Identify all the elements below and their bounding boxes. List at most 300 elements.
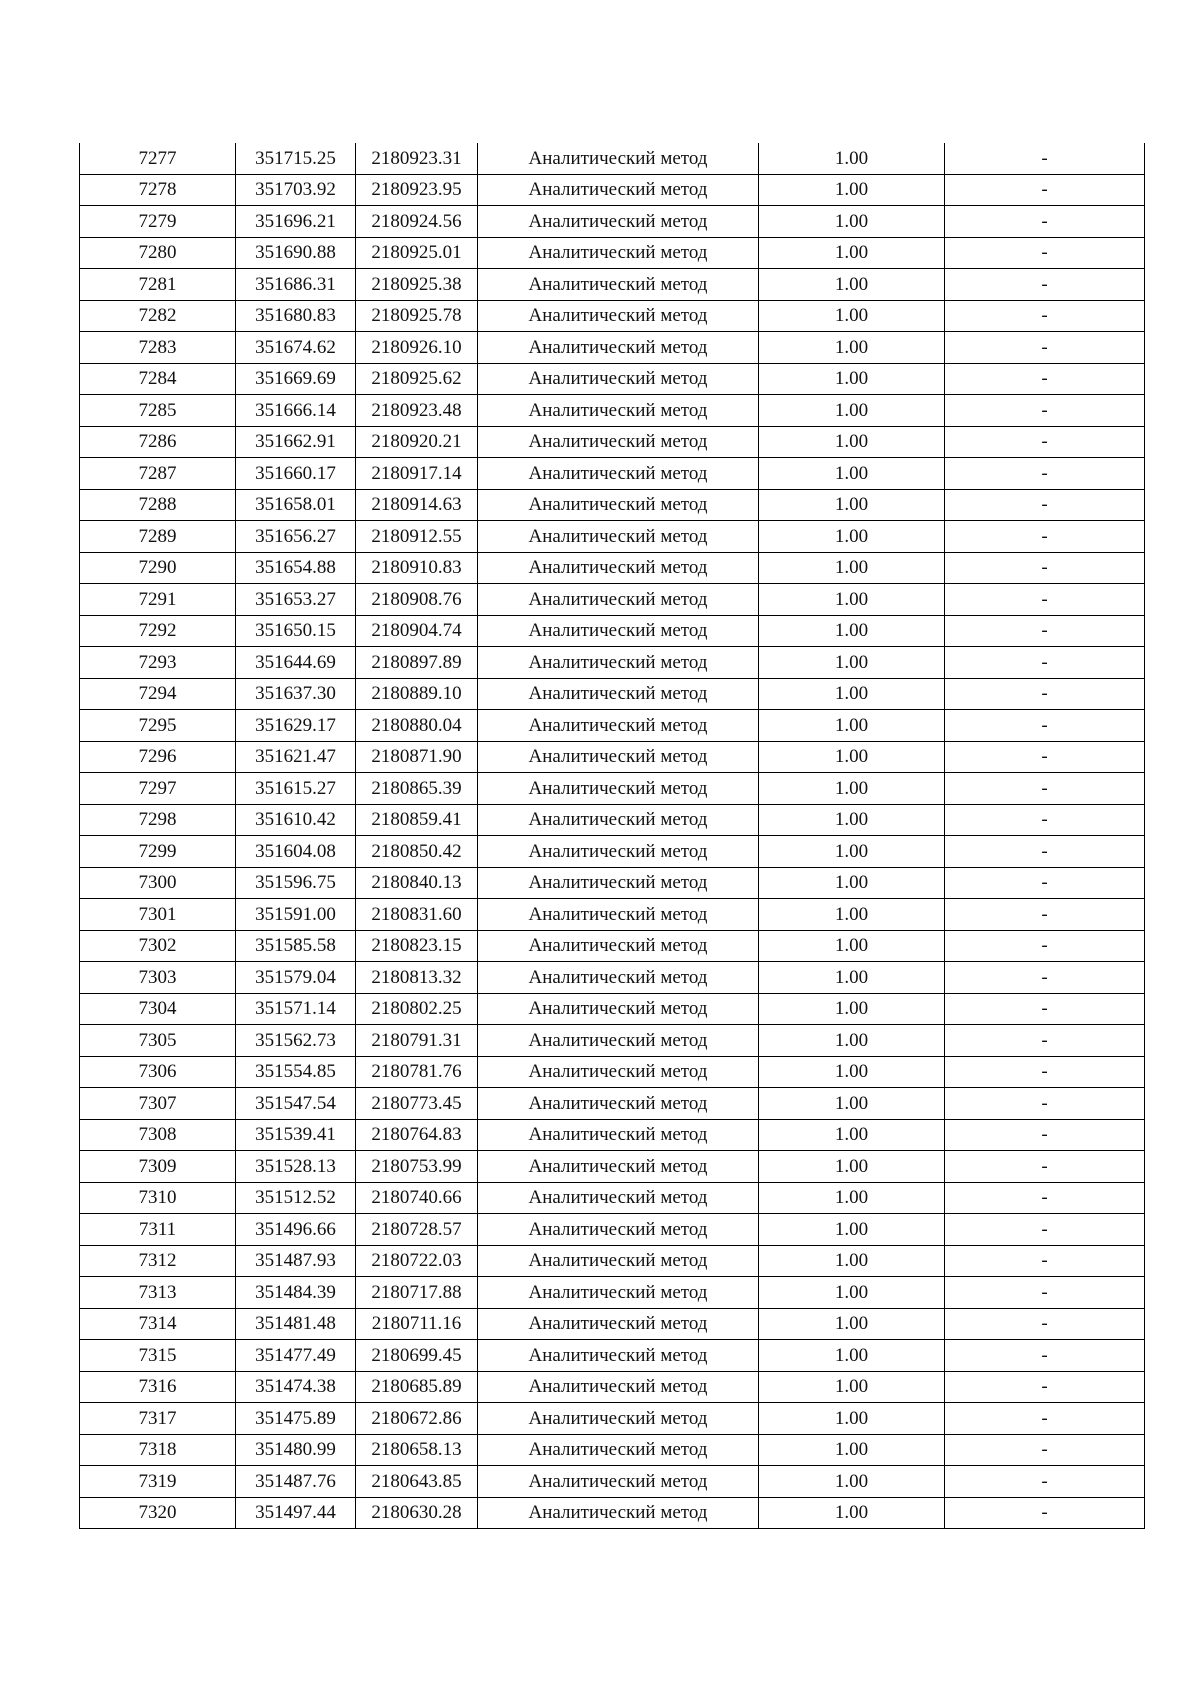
- table-row: [80, 1088, 1145, 1120]
- table-row: [80, 993, 1145, 1025]
- table-row: [80, 363, 1145, 395]
- table-row: [80, 269, 1145, 301]
- y-coordinate-cell: 2180699.45: [356, 1340, 478, 1372]
- table-row: [80, 1434, 1145, 1466]
- accuracy-cell: 1.00: [759, 552, 945, 584]
- accuracy-cell: 1.00: [759, 647, 945, 679]
- table-row: [80, 962, 1145, 994]
- table-row: [80, 741, 1145, 773]
- table-row: [80, 458, 1145, 490]
- y-coordinate-cell: 2180926.10: [356, 332, 478, 364]
- method-cell: Аналитический метод: [478, 678, 759, 710]
- dash-cell: -: [945, 1151, 1145, 1183]
- method-cell: Аналитический метод: [478, 489, 759, 521]
- x-coordinate-cell: 351653.27: [236, 584, 356, 616]
- point-number-cell: 7316: [80, 1371, 236, 1403]
- method-cell: Аналитический метод: [478, 930, 759, 962]
- point-number-cell: 7288: [80, 489, 236, 521]
- dash-cell: -: [945, 1245, 1145, 1277]
- x-coordinate-cell: 351562.73: [236, 1025, 356, 1057]
- dash-cell: -: [945, 1277, 1145, 1309]
- x-coordinate-cell: 351674.62: [236, 332, 356, 364]
- dash-cell: -: [945, 1466, 1145, 1498]
- accuracy-cell: 1.00: [759, 1151, 945, 1183]
- y-coordinate-cell: 2180925.38: [356, 269, 478, 301]
- method-cell: Аналитический метод: [478, 1182, 759, 1214]
- accuracy-cell: 1.00: [759, 1214, 945, 1246]
- point-number-cell: 7315: [80, 1340, 236, 1372]
- dash-cell: -: [945, 363, 1145, 395]
- y-coordinate-cell: 2180753.99: [356, 1151, 478, 1183]
- method-cell: Аналитический метод: [478, 1088, 759, 1120]
- point-number-cell: 7297: [80, 773, 236, 805]
- accuracy-cell: 1.00: [759, 741, 945, 773]
- x-coordinate-cell: 351662.91: [236, 426, 356, 458]
- method-cell: Аналитический метод: [478, 269, 759, 301]
- x-coordinate-cell: 351484.39: [236, 1277, 356, 1309]
- x-coordinate-cell: 351496.66: [236, 1214, 356, 1246]
- table-row: [80, 1466, 1145, 1498]
- y-coordinate-cell: 2180831.60: [356, 899, 478, 931]
- y-coordinate-cell: 2180923.95: [356, 174, 478, 206]
- x-coordinate-cell: 351696.21: [236, 206, 356, 238]
- point-number-cell: 7281: [80, 269, 236, 301]
- point-number-cell: 7302: [80, 930, 236, 962]
- point-number-cell: 7284: [80, 363, 236, 395]
- method-cell: Аналитический метод: [478, 804, 759, 836]
- table-row: [80, 1308, 1145, 1340]
- y-coordinate-cell: 2180859.41: [356, 804, 478, 836]
- point-number-cell: 7287: [80, 458, 236, 490]
- table-row: [80, 899, 1145, 931]
- table-row: [80, 1056, 1145, 1088]
- x-coordinate-cell: 351621.47: [236, 741, 356, 773]
- x-coordinate-cell: 351715.25: [236, 143, 356, 174]
- point-number-cell: 7286: [80, 426, 236, 458]
- y-coordinate-cell: 2180897.89: [356, 647, 478, 679]
- table-row: [80, 1497, 1145, 1529]
- y-coordinate-cell: 2180920.21: [356, 426, 478, 458]
- y-coordinate-cell: 2180850.42: [356, 836, 478, 868]
- dash-cell: -: [945, 741, 1145, 773]
- method-cell: Аналитический метод: [478, 962, 759, 994]
- point-number-cell: 7299: [80, 836, 236, 868]
- y-coordinate-cell: 2180658.13: [356, 1434, 478, 1466]
- x-coordinate-cell: 351660.17: [236, 458, 356, 490]
- dash-cell: -: [945, 993, 1145, 1025]
- accuracy-cell: 1.00: [759, 930, 945, 962]
- table-row: [80, 1182, 1145, 1214]
- x-coordinate-cell: 351650.15: [236, 615, 356, 647]
- point-number-cell: 7306: [80, 1056, 236, 1088]
- point-number-cell: 7295: [80, 710, 236, 742]
- table-row: [80, 143, 1145, 174]
- y-coordinate-cell: 2180925.62: [356, 363, 478, 395]
- x-coordinate-cell: 351481.48: [236, 1308, 356, 1340]
- x-coordinate-cell: 351629.17: [236, 710, 356, 742]
- point-number-cell: 7285: [80, 395, 236, 427]
- accuracy-cell: 1.00: [759, 1466, 945, 1498]
- accuracy-cell: 1.00: [759, 269, 945, 301]
- x-coordinate-cell: 351680.83: [236, 300, 356, 332]
- accuracy-cell: 1.00: [759, 300, 945, 332]
- method-cell: Аналитический метод: [478, 174, 759, 206]
- dash-cell: -: [945, 458, 1145, 490]
- point-number-cell: 7294: [80, 678, 236, 710]
- accuracy-cell: 1.00: [759, 174, 945, 206]
- x-coordinate-cell: 351475.89: [236, 1403, 356, 1435]
- dash-cell: -: [945, 678, 1145, 710]
- point-number-cell: 7278: [80, 174, 236, 206]
- dash-cell: -: [945, 804, 1145, 836]
- x-coordinate-cell: 351703.92: [236, 174, 356, 206]
- table-row: [80, 300, 1145, 332]
- x-coordinate-cell: 351686.31: [236, 269, 356, 301]
- x-coordinate-cell: 351539.41: [236, 1119, 356, 1151]
- accuracy-cell: 1.00: [759, 458, 945, 490]
- x-coordinate-cell: 351610.42: [236, 804, 356, 836]
- y-coordinate-cell: 2180880.04: [356, 710, 478, 742]
- point-number-cell: 7301: [80, 899, 236, 931]
- x-coordinate-cell: 351604.08: [236, 836, 356, 868]
- accuracy-cell: 1.00: [759, 1245, 945, 1277]
- x-coordinate-cell: 351669.69: [236, 363, 356, 395]
- method-cell: Аналитический метод: [478, 1403, 759, 1435]
- x-coordinate-cell: 351474.38: [236, 1371, 356, 1403]
- accuracy-cell: 1.00: [759, 678, 945, 710]
- y-coordinate-cell: 2180630.28: [356, 1497, 478, 1529]
- y-coordinate-cell: 2180823.15: [356, 930, 478, 962]
- x-coordinate-cell: 351512.52: [236, 1182, 356, 1214]
- method-cell: Аналитический метод: [478, 1340, 759, 1372]
- x-coordinate-cell: 351487.93: [236, 1245, 356, 1277]
- point-number-cell: 7298: [80, 804, 236, 836]
- accuracy-cell: 1.00: [759, 206, 945, 238]
- point-number-cell: 7317: [80, 1403, 236, 1435]
- method-cell: Аналитический метод: [478, 363, 759, 395]
- dash-cell: -: [945, 899, 1145, 931]
- point-number-cell: 7290: [80, 552, 236, 584]
- accuracy-cell: 1.00: [759, 363, 945, 395]
- dash-cell: -: [945, 1214, 1145, 1246]
- dash-cell: -: [945, 1182, 1145, 1214]
- point-number-cell: 7277: [80, 143, 236, 174]
- dash-cell: -: [945, 1434, 1145, 1466]
- point-number-cell: 7296: [80, 741, 236, 773]
- x-coordinate-cell: 351690.88: [236, 237, 356, 269]
- y-coordinate-cell: 2180917.14: [356, 458, 478, 490]
- x-coordinate-cell: 351487.76: [236, 1466, 356, 1498]
- accuracy-cell: 1.00: [759, 1119, 945, 1151]
- point-number-cell: 7309: [80, 1151, 236, 1183]
- method-cell: Аналитический метод: [478, 552, 759, 584]
- point-number-cell: 7318: [80, 1434, 236, 1466]
- point-number-cell: 7305: [80, 1025, 236, 1057]
- method-cell: Аналитический метод: [478, 773, 759, 805]
- x-coordinate-cell: 351596.75: [236, 867, 356, 899]
- method-cell: Аналитический метод: [478, 615, 759, 647]
- method-cell: Аналитический метод: [478, 1214, 759, 1246]
- accuracy-cell: 1.00: [759, 1434, 945, 1466]
- dash-cell: -: [945, 1371, 1145, 1403]
- accuracy-cell: 1.00: [759, 584, 945, 616]
- y-coordinate-cell: 2180781.76: [356, 1056, 478, 1088]
- dash-cell: -: [945, 584, 1145, 616]
- dash-cell: -: [945, 1308, 1145, 1340]
- point-number-cell: 7304: [80, 993, 236, 1025]
- accuracy-cell: 1.00: [759, 710, 945, 742]
- x-coordinate-cell: 351666.14: [236, 395, 356, 427]
- accuracy-cell: 1.00: [759, 993, 945, 1025]
- coordinates-table: [79, 143, 1145, 1529]
- table-row: [80, 206, 1145, 238]
- accuracy-cell: 1.00: [759, 521, 945, 553]
- table-row: [80, 1403, 1145, 1435]
- method-cell: Аналитический метод: [478, 1466, 759, 1498]
- table-row: [80, 174, 1145, 206]
- method-cell: Аналитический метод: [478, 206, 759, 238]
- table-row: [80, 615, 1145, 647]
- x-coordinate-cell: 351591.00: [236, 899, 356, 931]
- accuracy-cell: 1.00: [759, 1403, 945, 1435]
- accuracy-cell: 1.00: [759, 1056, 945, 1088]
- point-number-cell: 7308: [80, 1119, 236, 1151]
- dash-cell: -: [945, 1088, 1145, 1120]
- y-coordinate-cell: 2180728.57: [356, 1214, 478, 1246]
- y-coordinate-cell: 2180722.03: [356, 1245, 478, 1277]
- y-coordinate-cell: 2180802.25: [356, 993, 478, 1025]
- y-coordinate-cell: 2180908.76: [356, 584, 478, 616]
- x-coordinate-cell: 351579.04: [236, 962, 356, 994]
- method-cell: Аналитический метод: [478, 1119, 759, 1151]
- dash-cell: -: [945, 332, 1145, 364]
- dash-cell: -: [945, 1025, 1145, 1057]
- dash-cell: -: [945, 426, 1145, 458]
- x-coordinate-cell: 351644.69: [236, 647, 356, 679]
- point-number-cell: 7312: [80, 1245, 236, 1277]
- method-cell: Аналитический метод: [478, 1025, 759, 1057]
- method-cell: Аналитический метод: [478, 1497, 759, 1529]
- accuracy-cell: 1.00: [759, 395, 945, 427]
- y-coordinate-cell: 2180740.66: [356, 1182, 478, 1214]
- method-cell: Аналитический метод: [478, 710, 759, 742]
- y-coordinate-cell: 2180914.63: [356, 489, 478, 521]
- method-cell: Аналитический метод: [478, 1245, 759, 1277]
- accuracy-cell: 1.00: [759, 1182, 945, 1214]
- y-coordinate-cell: 2180925.01: [356, 237, 478, 269]
- method-cell: Аналитический метод: [478, 458, 759, 490]
- dash-cell: -: [945, 1056, 1145, 1088]
- method-cell: Аналитический метод: [478, 899, 759, 931]
- y-coordinate-cell: 2180904.74: [356, 615, 478, 647]
- point-number-cell: 7291: [80, 584, 236, 616]
- point-number-cell: 7292: [80, 615, 236, 647]
- accuracy-cell: 1.00: [759, 1277, 945, 1309]
- accuracy-cell: 1.00: [759, 804, 945, 836]
- table-row: [80, 237, 1145, 269]
- method-cell: Аналитический метод: [478, 143, 759, 174]
- accuracy-cell: 1.00: [759, 1497, 945, 1529]
- table-row: [80, 584, 1145, 616]
- table-row: [80, 1245, 1145, 1277]
- method-cell: Аналитический метод: [478, 1056, 759, 1088]
- method-cell: Аналитический метод: [478, 332, 759, 364]
- x-coordinate-cell: 351554.85: [236, 1056, 356, 1088]
- y-coordinate-cell: 2180813.32: [356, 962, 478, 994]
- table-row: [80, 678, 1145, 710]
- method-cell: Аналитический метод: [478, 1371, 759, 1403]
- table-row: [80, 647, 1145, 679]
- x-coordinate-cell: 351615.27: [236, 773, 356, 805]
- y-coordinate-cell: 2180923.48: [356, 395, 478, 427]
- y-coordinate-cell: 2180791.31: [356, 1025, 478, 1057]
- dash-cell: -: [945, 174, 1145, 206]
- accuracy-cell: 1.00: [759, 615, 945, 647]
- accuracy-cell: 1.00: [759, 899, 945, 931]
- method-cell: Аналитический метод: [478, 1434, 759, 1466]
- y-coordinate-cell: 2180925.78: [356, 300, 478, 332]
- point-number-cell: 7293: [80, 647, 236, 679]
- accuracy-cell: 1.00: [759, 143, 945, 174]
- point-number-cell: 7283: [80, 332, 236, 364]
- dash-cell: -: [945, 552, 1145, 584]
- accuracy-cell: 1.00: [759, 962, 945, 994]
- y-coordinate-cell: 2180773.45: [356, 1088, 478, 1120]
- dash-cell: -: [945, 489, 1145, 521]
- table-row: [80, 552, 1145, 584]
- table-row: [80, 1214, 1145, 1246]
- table-row: [80, 332, 1145, 364]
- dash-cell: -: [945, 300, 1145, 332]
- x-coordinate-cell: 351477.49: [236, 1340, 356, 1372]
- accuracy-cell: 1.00: [759, 237, 945, 269]
- method-cell: Аналитический метод: [478, 867, 759, 899]
- accuracy-cell: 1.00: [759, 1308, 945, 1340]
- accuracy-cell: 1.00: [759, 836, 945, 868]
- method-cell: Аналитический метод: [478, 584, 759, 616]
- dash-cell: -: [945, 867, 1145, 899]
- table-row: [80, 395, 1145, 427]
- accuracy-cell: 1.00: [759, 1088, 945, 1120]
- dash-cell: -: [945, 836, 1145, 868]
- table-row: [80, 930, 1145, 962]
- method-cell: Аналитический метод: [478, 647, 759, 679]
- dash-cell: -: [945, 710, 1145, 742]
- point-number-cell: 7320: [80, 1497, 236, 1529]
- coordinates-table-body: [80, 143, 1145, 1529]
- point-number-cell: 7313: [80, 1277, 236, 1309]
- method-cell: Аналитический метод: [478, 836, 759, 868]
- point-number-cell: 7289: [80, 521, 236, 553]
- table-row: [80, 1340, 1145, 1372]
- x-coordinate-cell: 351585.58: [236, 930, 356, 962]
- point-number-cell: 7300: [80, 867, 236, 899]
- dash-cell: -: [945, 773, 1145, 805]
- dash-cell: -: [945, 521, 1145, 553]
- method-cell: Аналитический метод: [478, 993, 759, 1025]
- accuracy-cell: 1.00: [759, 867, 945, 899]
- method-cell: Аналитический метод: [478, 426, 759, 458]
- point-number-cell: 7279: [80, 206, 236, 238]
- table-row: [80, 489, 1145, 521]
- y-coordinate-cell: 2180924.56: [356, 206, 478, 238]
- point-number-cell: 7311: [80, 1214, 236, 1246]
- method-cell: Аналитический метод: [478, 300, 759, 332]
- point-number-cell: 7303: [80, 962, 236, 994]
- y-coordinate-cell: 2180711.16: [356, 1308, 478, 1340]
- dash-cell: -: [945, 962, 1145, 994]
- table-row: [80, 804, 1145, 836]
- method-cell: Аналитический метод: [478, 237, 759, 269]
- dash-cell: -: [945, 395, 1145, 427]
- point-number-cell: 7319: [80, 1466, 236, 1498]
- y-coordinate-cell: 2180912.55: [356, 521, 478, 553]
- x-coordinate-cell: 351547.54: [236, 1088, 356, 1120]
- point-number-cell: 7310: [80, 1182, 236, 1214]
- accuracy-cell: 1.00: [759, 1371, 945, 1403]
- method-cell: Аналитический метод: [478, 395, 759, 427]
- y-coordinate-cell: 2180871.90: [356, 741, 478, 773]
- y-coordinate-cell: 2180764.83: [356, 1119, 478, 1151]
- method-cell: Аналитический метод: [478, 741, 759, 773]
- table-row: [80, 773, 1145, 805]
- dash-cell: -: [945, 237, 1145, 269]
- y-coordinate-cell: 2180717.88: [356, 1277, 478, 1309]
- dash-cell: -: [945, 269, 1145, 301]
- x-coordinate-cell: 351480.99: [236, 1434, 356, 1466]
- y-coordinate-cell: 2180865.39: [356, 773, 478, 805]
- table-row: [80, 426, 1145, 458]
- point-number-cell: 7314: [80, 1308, 236, 1340]
- y-coordinate-cell: 2180643.85: [356, 1466, 478, 1498]
- dash-cell: -: [945, 206, 1145, 238]
- method-cell: Аналитический метод: [478, 1151, 759, 1183]
- table-row: [80, 836, 1145, 868]
- table-row: [80, 1277, 1145, 1309]
- accuracy-cell: 1.00: [759, 1340, 945, 1372]
- dash-cell: -: [945, 143, 1145, 174]
- y-coordinate-cell: 2180889.10: [356, 678, 478, 710]
- accuracy-cell: 1.00: [759, 773, 945, 805]
- y-coordinate-cell: 2180840.13: [356, 867, 478, 899]
- dash-cell: -: [945, 930, 1145, 962]
- x-coordinate-cell: 351656.27: [236, 521, 356, 553]
- method-cell: Аналитический метод: [478, 521, 759, 553]
- accuracy-cell: 1.00: [759, 426, 945, 458]
- x-coordinate-cell: 351528.13: [236, 1151, 356, 1183]
- point-number-cell: 7307: [80, 1088, 236, 1120]
- x-coordinate-cell: 351658.01: [236, 489, 356, 521]
- table-row: [80, 1151, 1145, 1183]
- point-number-cell: 7282: [80, 300, 236, 332]
- dash-cell: -: [945, 1403, 1145, 1435]
- dash-cell: -: [945, 1340, 1145, 1372]
- dash-cell: -: [945, 1497, 1145, 1529]
- accuracy-cell: 1.00: [759, 489, 945, 521]
- dash-cell: -: [945, 647, 1145, 679]
- table-row: [80, 1025, 1145, 1057]
- dash-cell: -: [945, 615, 1145, 647]
- table-row: [80, 521, 1145, 553]
- y-coordinate-cell: 2180923.31: [356, 143, 478, 174]
- table-row: [80, 710, 1145, 742]
- table-row: [80, 1371, 1145, 1403]
- x-coordinate-cell: 351497.44: [236, 1497, 356, 1529]
- y-coordinate-cell: 2180910.83: [356, 552, 478, 584]
- accuracy-cell: 1.00: [759, 332, 945, 364]
- x-coordinate-cell: 351571.14: [236, 993, 356, 1025]
- y-coordinate-cell: 2180685.89: [356, 1371, 478, 1403]
